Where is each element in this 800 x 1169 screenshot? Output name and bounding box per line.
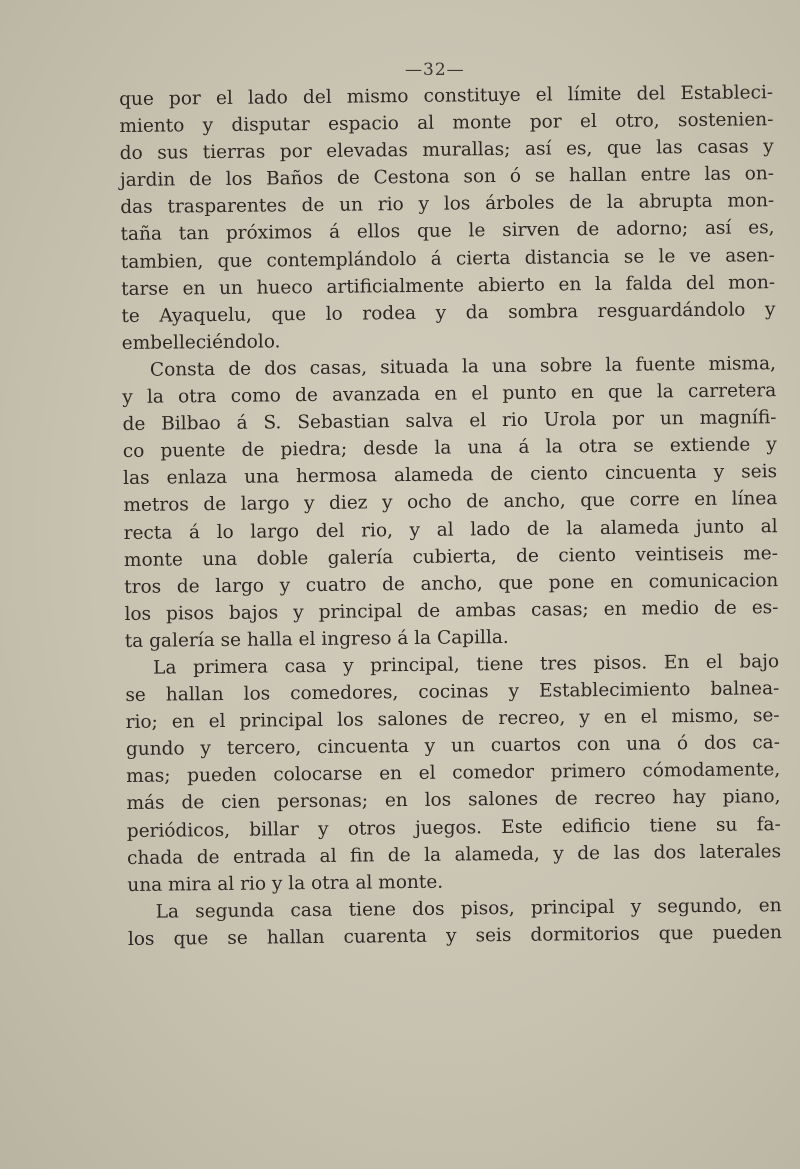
text-line: monte una doble galería cubierta, de ciento veintiseis me-	[123, 542, 779, 571]
text-line: chada de entrada al fin de la alameda, y de las dos laterales	[126, 840, 782, 869]
text-line: y la otra como de avanzada en el punto en que la carretera	[122, 380, 777, 409]
text-line: los pisos bajos y principal de ambas casas; en medio de es-	[124, 596, 779, 625]
text-line: de Bilbao á S. Sebastian salva el rio Urola por un magnífi-	[122, 407, 777, 436]
page-number: —32—	[405, 60, 465, 80]
text-line: ta galería se halla el ingreso á la Capilla.	[124, 626, 509, 652]
text-line: gundo y tercero, cincuenta y un cuartos con una ó dos ca-	[125, 732, 781, 761]
text-line: taña tan próximos á ellos que le sirven de adorno; así es,	[120, 217, 775, 246]
text-line: Consta de dos casas, situada la una sobre la fuente misma,	[149, 353, 777, 381]
body-text	[119, 79, 782, 953]
text-line: rio; en el principal los salones de recreo, y en el mismo, se-	[125, 705, 780, 734]
text-line: miento y disputar espacio al monte por el otro, sostenien-	[119, 109, 774, 138]
text-line: los que se hallan cuarenta y seis dormitorios que pueden	[127, 922, 783, 950]
text-line: La primera casa y principal, tiene tres pisos. En el bajo	[152, 651, 780, 679]
text-line: tambien, que contemplándolo á cierta distancia se le ve asen-	[120, 244, 775, 273]
text-line: periódicos, billar y otros juegos. Este edificio tiene su fa-	[126, 813, 781, 842]
text-line: tarse en un hueco artificialmente abierto en la falda del mon-	[121, 271, 776, 300]
text-line: se hallan los comedores, cocinas y Establecimiento balnea-	[125, 678, 780, 707]
text-line: co puente de piedra; desde la una á la otra se extiende y	[122, 434, 777, 463]
text-line: das trasparentes de un rio y los árboles de la abrupta mon-	[120, 190, 775, 219]
text-line: más de cien personas; en los salones de recreo hay piano,	[126, 786, 781, 815]
text-line: embelleciéndolo.	[121, 331, 281, 354]
text-line: una mira al rio y la otra al monte.	[127, 871, 444, 896]
text-line: te Ayaquelu, que lo rodea y da sombra resguardándolo y	[121, 298, 776, 327]
text-line: recta á lo largo del rio, y al lado de la alameda junto al	[123, 515, 778, 544]
text-line: tros de largo y cuatro de ancho, que pone en comunicacion	[124, 569, 779, 598]
text-line: jardin de los Baños de Cestona son ó se hallan entre las on-	[119, 163, 775, 192]
text-line: las enlaza una hermosa alameda de ciento cincuenta y seis	[123, 461, 778, 490]
text-line: do sus tierras por elevadas murallas; así es, que las casas y	[119, 136, 774, 165]
text-line: que por el lado del mismo constituye el límite del Estableci-	[119, 82, 774, 110]
text-line: metros de largo y diez y ocho de ancho, que corre en línea	[123, 488, 778, 517]
text-line: mas; pueden colocarse en el comedor primero cómodamente,	[126, 759, 781, 788]
text-line: La segunda casa tiene dos pisos, principal y segundo, en	[155, 894, 782, 923]
